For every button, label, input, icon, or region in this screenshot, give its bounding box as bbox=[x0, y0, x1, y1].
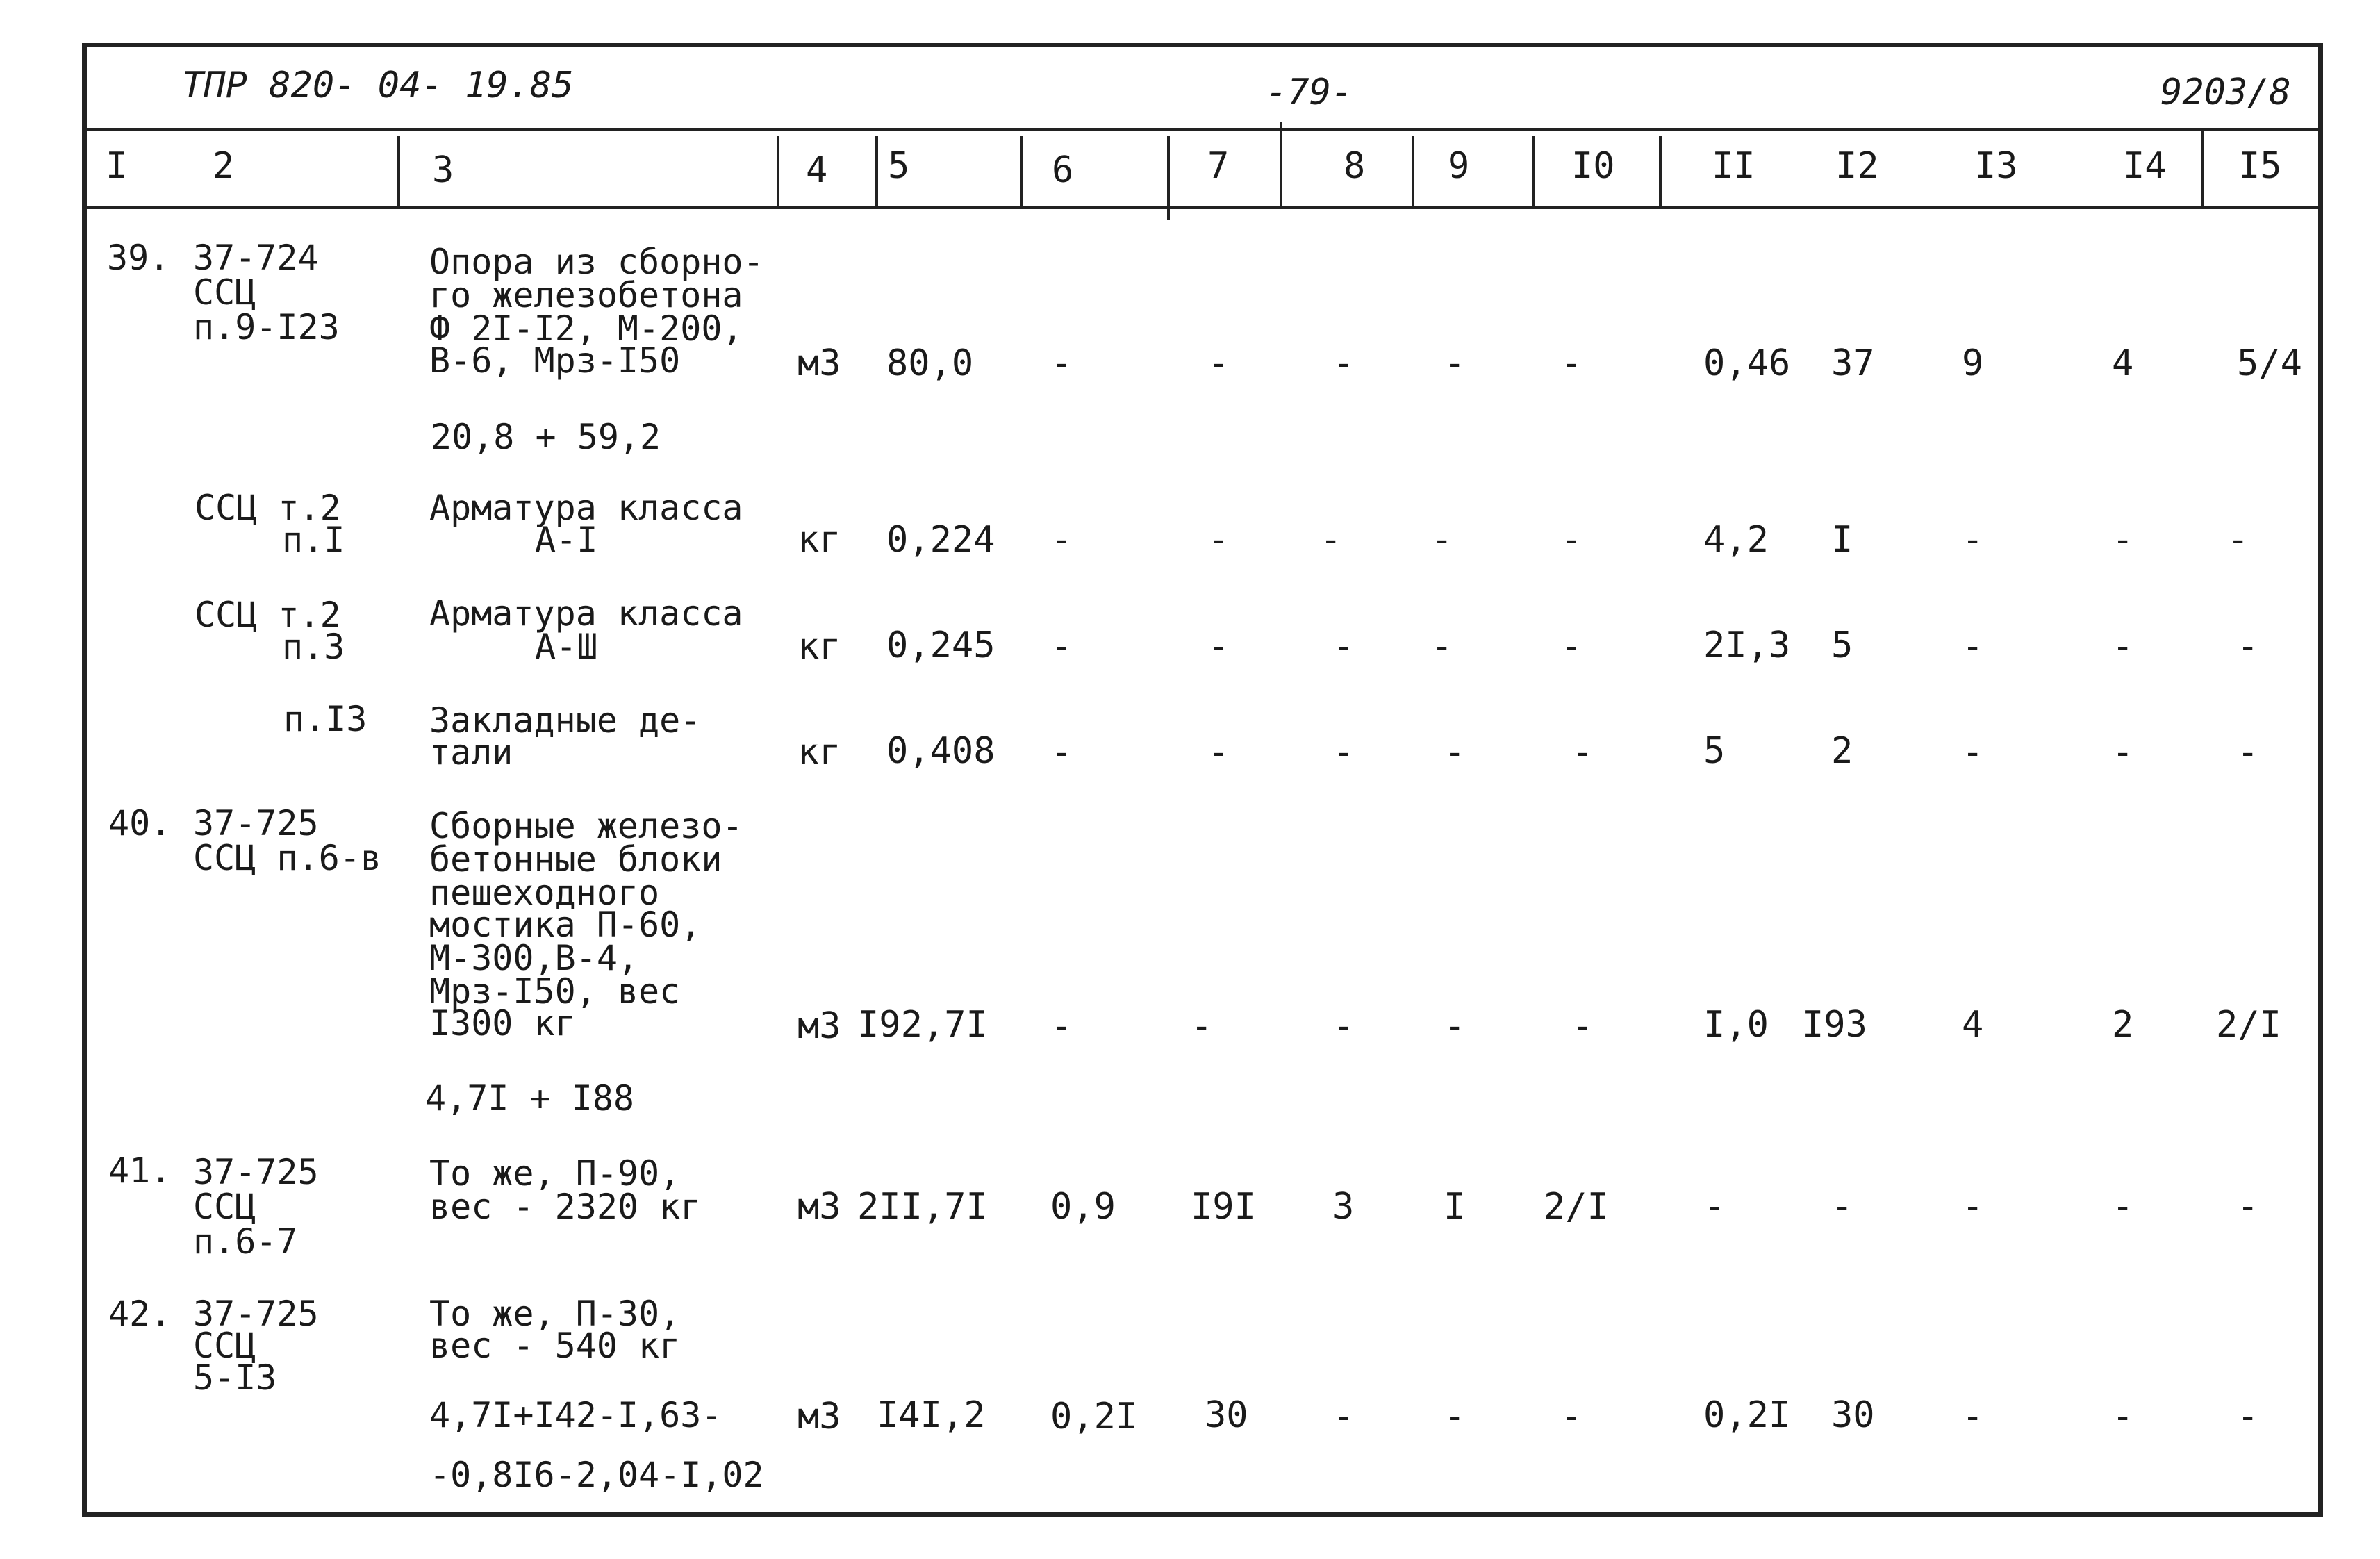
row-code-line: 37-724 bbox=[193, 238, 319, 278]
row-qty: I92,7I bbox=[857, 1004, 988, 1046]
cell-c13: - bbox=[1962, 732, 1984, 773]
col-header-15: I5 bbox=[2238, 145, 2282, 187]
cell-c8: - bbox=[1332, 626, 1355, 668]
cell-c10: - bbox=[1560, 343, 1582, 384]
doc-number: 9203/8 bbox=[2160, 72, 2291, 113]
row-unit: м3 bbox=[798, 1396, 841, 1437]
row-desc-line: Мрз-I50, вес bbox=[429, 971, 681, 1012]
cell-c12: 30 bbox=[1831, 1394, 1875, 1436]
cell-c14: - bbox=[2112, 626, 2134, 668]
row-desc-line: В-6, Мрз-I50 bbox=[429, 340, 681, 381]
cell-c10: - bbox=[1560, 626, 1582, 668]
cell-c11: 2I,3 bbox=[1703, 625, 1791, 666]
row-unit: м3 bbox=[798, 1005, 841, 1047]
cell-c8: - bbox=[1332, 732, 1355, 773]
cell-c8: - bbox=[1320, 519, 1342, 561]
col-header-3: 3 bbox=[432, 149, 454, 191]
cell-c11: - bbox=[1703, 1186, 1726, 1228]
row-desc-line: А-I bbox=[535, 520, 598, 560]
row-qty: 2II,7I bbox=[857, 1186, 988, 1228]
col-header-5: 5 bbox=[888, 145, 910, 187]
col-header-1: I bbox=[106, 145, 128, 187]
cell-c9: - bbox=[1431, 519, 1453, 561]
cell-c10: - bbox=[1560, 519, 1582, 561]
col-sep bbox=[1280, 122, 1282, 206]
row-qty: 80,0 bbox=[886, 343, 974, 384]
col-sep bbox=[1020, 136, 1023, 206]
row-desc-line: Арматура класса bbox=[429, 593, 743, 634]
row-code-line: п.I3 bbox=[283, 699, 367, 739]
cell-c14: - bbox=[2112, 1396, 2134, 1437]
row-desc-line: го железобетона bbox=[429, 275, 743, 315]
row-code-line: п.I bbox=[282, 520, 345, 560]
cell-c11: 0,46 bbox=[1703, 343, 1791, 384]
cell-c15: - bbox=[2237, 626, 2259, 668]
row-formula: -0,8I6-2,04-I,02 bbox=[429, 1455, 764, 1495]
row-number: 42. bbox=[108, 1294, 172, 1334]
cell-c6: - bbox=[1050, 1005, 1073, 1047]
cell-c7: - bbox=[1191, 1005, 1213, 1047]
cell-c15: - bbox=[2237, 1186, 2259, 1228]
cell-c11: 4,2 bbox=[1703, 519, 1769, 561]
col-header-4: 4 bbox=[806, 149, 828, 191]
row-code-line: 5-I3 bbox=[193, 1358, 277, 1398]
row-number: 41. bbox=[108, 1150, 172, 1191]
cell-c15: - bbox=[2237, 1396, 2259, 1437]
col-sep bbox=[2201, 129, 2204, 206]
cell-c12: 2 bbox=[1831, 730, 1853, 772]
row-desc-line: I300 кг bbox=[429, 1003, 576, 1044]
cell-c10: - bbox=[1571, 1005, 1594, 1047]
col-header-7: 7 bbox=[1207, 145, 1230, 187]
row-code-line: ССЦ bbox=[193, 272, 256, 313]
cell-c6: - bbox=[1050, 626, 1073, 668]
cell-c15: 5/4 bbox=[2237, 343, 2302, 384]
row-desc-line: Ф 2I-I2, М-200, bbox=[429, 308, 743, 349]
cell-c15: 2/I bbox=[2216, 1004, 2281, 1046]
row-desc-line: мостика П-60, bbox=[429, 905, 702, 945]
cell-c13: - bbox=[1962, 626, 1984, 668]
col-header-8: 8 bbox=[1344, 145, 1366, 187]
cell-c8: 3 bbox=[1332, 1186, 1355, 1228]
col-sep bbox=[1659, 136, 1662, 206]
col-sep bbox=[777, 136, 779, 206]
row-desc-line: То же, П-30, bbox=[429, 1294, 681, 1334]
row-formula: 4,7I + I88 bbox=[425, 1078, 635, 1119]
cell-c7: - bbox=[1207, 626, 1230, 668]
row-unit: м3 bbox=[798, 1186, 841, 1228]
cell-c12: 37 bbox=[1831, 343, 1875, 384]
cell-c9: I bbox=[1444, 1186, 1466, 1228]
cell-c11: 5 bbox=[1703, 730, 1726, 772]
row-unit: кг bbox=[798, 519, 841, 561]
cell-c7: - bbox=[1207, 732, 1230, 773]
cell-c9: - bbox=[1444, 1005, 1466, 1047]
cell-c9: - bbox=[1431, 626, 1453, 668]
row-desc-line: бетонные блоки bbox=[429, 839, 722, 880]
col-header-6: 6 bbox=[1052, 149, 1074, 191]
cell-c11: 0,2I bbox=[1703, 1394, 1791, 1436]
doc-code: ТПР 820- 04- 19.85 bbox=[182, 65, 574, 106]
col-header-2: 2 bbox=[213, 145, 235, 187]
row-code-line: п.3 bbox=[282, 627, 345, 667]
row-number: 40. bbox=[108, 803, 172, 843]
row-desc-line: вес - 540 кг bbox=[429, 1326, 681, 1366]
row-formula: 4,7I+I42-I,63- bbox=[429, 1395, 722, 1435]
cell-c12: I93 bbox=[1802, 1004, 1867, 1046]
page-frame bbox=[82, 43, 2323, 1517]
cell-c12: - bbox=[1831, 1186, 1853, 1228]
cell-c14: - bbox=[2112, 519, 2134, 561]
cell-c8: - bbox=[1332, 1005, 1355, 1047]
col-sep bbox=[1167, 136, 1170, 220]
cell-c14: - bbox=[2112, 732, 2134, 773]
cell-c6: 0,9 bbox=[1050, 1186, 1116, 1228]
row-unit: кг bbox=[798, 732, 841, 773]
cell-c10: 2/I bbox=[1544, 1186, 1609, 1228]
row-desc-line: Арматура класса bbox=[429, 488, 743, 528]
cell-c10: - bbox=[1560, 1396, 1582, 1437]
col-header-11: II bbox=[1712, 145, 1755, 187]
cell-c9: - bbox=[1444, 732, 1466, 773]
cell-c12: I bbox=[1831, 519, 1853, 561]
col-sep bbox=[1532, 136, 1535, 206]
row-code-line: ССЦ bbox=[193, 1326, 256, 1366]
cell-c13: 4 bbox=[1962, 1004, 1984, 1046]
row-qty: I4I,2 bbox=[877, 1394, 986, 1436]
row-desc-line: М-300,В-4, bbox=[429, 938, 639, 978]
row-desc-line: Сборные железо- bbox=[429, 806, 743, 846]
cell-c7: - bbox=[1207, 519, 1230, 561]
page-number: -79- bbox=[1266, 72, 1353, 113]
cell-c13: 9 bbox=[1962, 343, 1984, 384]
cell-c11: I,0 bbox=[1703, 1004, 1769, 1046]
cell-c6: - bbox=[1050, 732, 1073, 773]
row-code-line: 37-725 bbox=[193, 1152, 319, 1192]
cell-c14: 4 bbox=[2112, 343, 2134, 384]
row-qty: 0,245 bbox=[886, 625, 995, 666]
cell-c14: 2 bbox=[2112, 1004, 2134, 1046]
row-code-line: ССЦ т.2 bbox=[195, 488, 341, 528]
row-qty: 0,408 bbox=[886, 730, 995, 772]
cell-c8: - bbox=[1332, 1396, 1355, 1437]
cell-c15: - bbox=[2227, 519, 2249, 561]
row-qty: 0,224 bbox=[886, 519, 995, 561]
cell-c6: 0,2I bbox=[1050, 1396, 1138, 1437]
row-code-line: ССЦ п.6-в bbox=[193, 838, 381, 878]
row-desc-line: Закладные де- bbox=[429, 700, 702, 741]
row-desc-line: А-Ш bbox=[535, 627, 598, 667]
cell-c15: - bbox=[2237, 732, 2259, 773]
cell-c7: - bbox=[1207, 343, 1230, 384]
cell-c9: - bbox=[1444, 1396, 1466, 1437]
col-header-14: I4 bbox=[2123, 145, 2167, 187]
row-code-line: п.6-7 bbox=[193, 1221, 298, 1262]
row-desc-line: вес - 2320 кг bbox=[429, 1187, 702, 1227]
cell-c7: I9I bbox=[1191, 1186, 1256, 1228]
row-formula: 20,8 + 59,2 bbox=[431, 417, 661, 457]
col-header-9: 9 bbox=[1448, 145, 1470, 187]
row-code-line: ССЦ bbox=[193, 1187, 256, 1227]
row-number: 39. bbox=[107, 238, 170, 278]
header-top-rule bbox=[87, 128, 2318, 131]
col-header-12: I2 bbox=[1835, 145, 1879, 187]
cell-c13: - bbox=[1962, 1186, 1984, 1228]
row-code-line: п.9-I23 bbox=[193, 307, 340, 347]
cell-c13: - bbox=[1962, 1396, 1984, 1437]
col-header-13: I3 bbox=[1974, 145, 2018, 187]
cell-c7: 30 bbox=[1205, 1394, 1248, 1436]
row-desc-line: Опора из сборно- bbox=[429, 242, 764, 282]
cell-c12: 5 bbox=[1831, 625, 1853, 666]
cell-c14: - bbox=[2112, 1186, 2134, 1228]
cell-c13: - bbox=[1962, 519, 1984, 561]
row-unit: кг bbox=[798, 626, 841, 668]
col-sep bbox=[1412, 136, 1414, 206]
row-desc-line: тали bbox=[429, 732, 513, 773]
row-code-line: ССЦ т.2 bbox=[195, 595, 341, 635]
col-sep bbox=[397, 136, 400, 206]
row-desc-line: То же, П-90, bbox=[429, 1153, 681, 1194]
row-desc-line: пешеходного bbox=[429, 873, 660, 913]
col-header-10: I0 bbox=[1571, 145, 1615, 187]
header-bottom-rule bbox=[87, 206, 2318, 209]
row-unit: м3 bbox=[798, 343, 841, 384]
col-sep bbox=[875, 136, 878, 206]
row-code-line: 37-725 bbox=[193, 803, 319, 843]
cell-c6: - bbox=[1050, 343, 1073, 384]
cell-c10: - bbox=[1571, 732, 1594, 773]
row-code-line: 37-725 bbox=[193, 1294, 319, 1334]
cell-c9: - bbox=[1444, 343, 1466, 384]
cell-c8: - bbox=[1332, 343, 1355, 384]
cell-c6: - bbox=[1050, 519, 1073, 561]
